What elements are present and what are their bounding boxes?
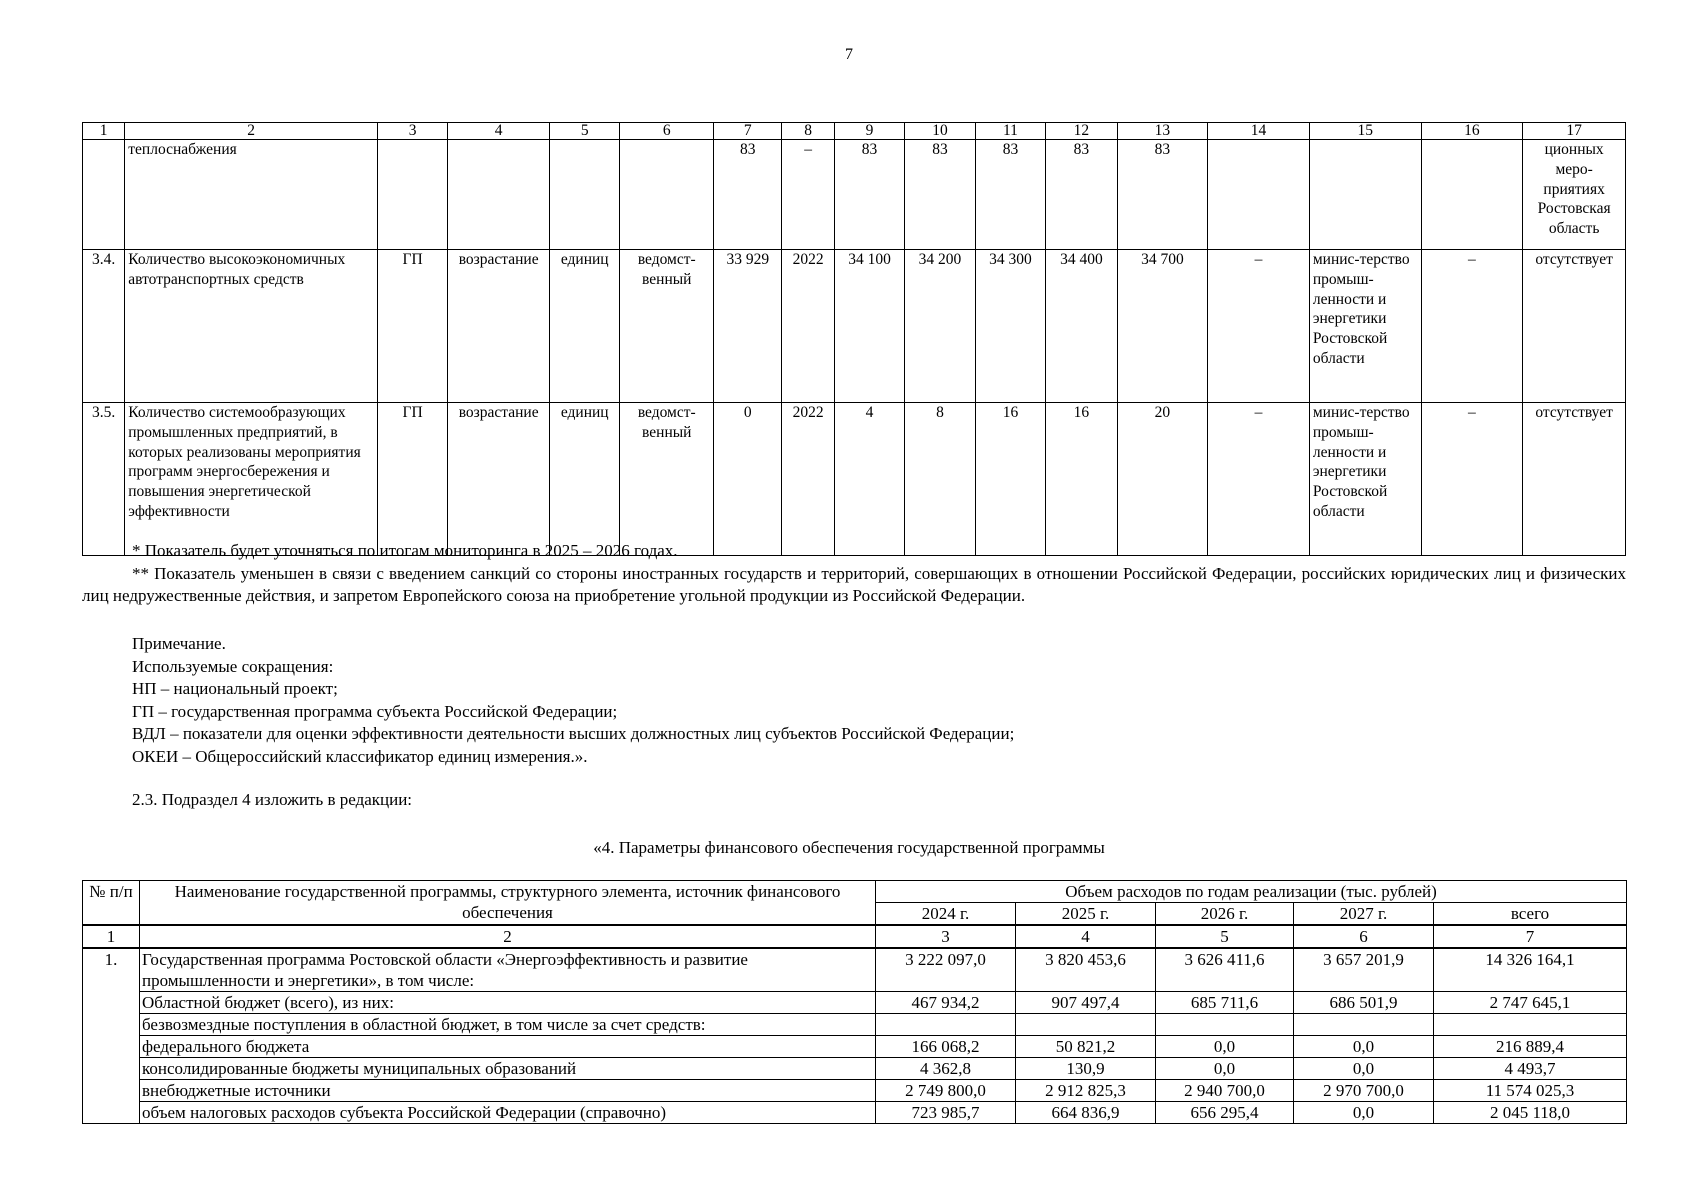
column-number: 3 — [377, 123, 447, 140]
indicator-cell: 83 — [1046, 140, 1117, 250]
indicator-cell — [448, 140, 550, 250]
indicator-cell: возрастание — [448, 250, 550, 403]
indicator-cell: 3.5. — [83, 403, 125, 556]
indicator-cell: – — [1208, 403, 1310, 556]
finance-source-name: консолидированные бюджеты муниципальных образований — [140, 1058, 876, 1080]
column-number: 15 — [1309, 123, 1421, 140]
abbreviations-subtitle: Используемые сокращения: — [132, 656, 334, 676]
indicator-cell — [1208, 140, 1310, 250]
finance-value: 2 045 118,0 — [1434, 1102, 1627, 1124]
indicator-cell: – — [1208, 250, 1310, 403]
column-number: 14 — [1208, 123, 1310, 140]
finance-value — [1434, 1014, 1627, 1036]
column-number: 5 — [1156, 925, 1294, 948]
indicator-cell: ционных меро-приятиях Ростовская область — [1523, 140, 1626, 250]
indicator-cell — [1309, 140, 1421, 250]
indicator-cell: минис-терство промыш-ленности и энергетики Ростовской области — [1309, 403, 1421, 556]
indicator-cell: 83 — [975, 140, 1045, 250]
indicator-cell: 20 — [1117, 403, 1208, 556]
finance-value: 4 362,8 — [876, 1058, 1016, 1080]
finance-value: 4 493,7 — [1434, 1058, 1627, 1080]
column-number: 7 — [714, 123, 782, 140]
indicator-cell: 83 — [834, 140, 904, 250]
abbreviation-item: ОКЕИ – Общероссийский классификатор единиц измерения.». — [132, 746, 588, 766]
finance-value: 50 821,2 — [1016, 1036, 1156, 1058]
column-number: 6 — [1294, 925, 1434, 948]
column-number: 2 — [125, 123, 378, 140]
program-row — [83, 948, 1627, 992]
indicator-cell: 83 — [1117, 140, 1208, 250]
header-name: Наименование государственной программы, структурного элемента, источник финансового обеспечения — [140, 881, 876, 926]
indicator-cell: Количество высокоэкономичных автотранспортных средств — [125, 250, 378, 403]
finance-value: 467 934,2 — [876, 992, 1016, 1014]
header-year: 2025 г. — [1016, 903, 1156, 926]
indicator-cell: отсутствует — [1523, 250, 1626, 403]
indicator-cell: отсутствует — [1523, 403, 1626, 556]
indicator-cell: 4 — [834, 403, 904, 556]
header-num: № п/п — [83, 881, 140, 926]
indicator-cell: ведомст-венный — [620, 403, 714, 556]
footnote-2: ** Показатель уменьшен в связи с введением санкций со стороны иностранных государств и территорий, совершающих в отношении Российской Федерации, российских юридических лиц и физических лиц недружественные действия, и запретом Европейского союза на приобретение угольной продукции из Российской Федерации. — [82, 563, 1626, 605]
abbreviation-item: НП – национальный проект; — [132, 679, 338, 698]
note-title: Примечание. — [132, 634, 226, 653]
header-volume: Объем расходов по годам реализации (тыс. рублей) — [876, 881, 1627, 903]
indicator-cell: – — [1421, 403, 1523, 556]
indicator-cell: ГП — [377, 403, 447, 556]
column-number: 2 — [140, 925, 876, 948]
finance-value: 0,0 — [1156, 1036, 1294, 1058]
abbreviation-item: ВДЛ – показатели для оценки эффективности деятельности высших должностных лиц субъектов Российской Федерации; — [132, 724, 1015, 743]
indicator-row — [83, 140, 1626, 250]
indicator-cell: 3.4. — [83, 250, 125, 403]
program-value: 3 657 201,9 — [1294, 948, 1434, 992]
finance-value: 11 574 025,3 — [1434, 1080, 1627, 1102]
finance-source-name: безвозмездные поступления в областной бюджет, в том числе за счет средств: — [140, 1014, 876, 1036]
program-name: Государственная программа Ростовской области «Энергоэффективность и развитие промышленности и энергетики», в том числе: — [140, 948, 876, 992]
finance-value: 2 749 800,0 — [876, 1080, 1016, 1102]
column-number-row — [83, 123, 1626, 140]
indicator-cell: 34 300 — [975, 250, 1045, 403]
column-number: 1 — [83, 925, 140, 948]
indicator-cell: 2022 — [782, 250, 834, 403]
indicator-cell: ведомст-венный — [620, 250, 714, 403]
finance-value: 2 747 645,1 — [1434, 992, 1627, 1014]
header-year: 2027 г. — [1294, 903, 1434, 926]
finance-value: 2 970 700,0 — [1294, 1080, 1434, 1102]
indicator-cell: возрастание — [448, 403, 550, 556]
indicator-cell — [620, 140, 714, 250]
indicator-cell: Количество системообразующих промышленных предприятий, в которых реализованы мероприятия программ энергосбережения и повышения энергетической эффективности — [125, 403, 378, 556]
indicator-cell: 34 200 — [905, 250, 975, 403]
finance-source-name: Областной бюджет (всего), из них: — [140, 992, 876, 1014]
column-number: 13 — [1117, 123, 1208, 140]
finance-row — [83, 992, 1627, 1014]
finance-value: 166 068,2 — [876, 1036, 1016, 1058]
indicator-cell: 0 — [714, 403, 782, 556]
program-value: 3 222 097,0 — [876, 948, 1016, 992]
indicator-table — [82, 122, 1626, 556]
finance-column-number-row — [83, 925, 1627, 948]
finance-value: 685 711,6 — [1156, 992, 1294, 1014]
instruction-text: 2.3. Подраздел 4 изложить в редакции: — [132, 790, 413, 809]
indicator-cell: ГП — [377, 250, 447, 403]
indicator-cell: 16 — [1046, 403, 1117, 556]
finance-value: 0,0 — [1156, 1058, 1294, 1080]
footnote-1: * Показатель будет уточняться по итогам мониторинга в 2025 – 2026 годах. — [132, 541, 678, 560]
indicator-row — [83, 403, 1626, 556]
finance-value: 723 985,7 — [876, 1102, 1016, 1124]
finance-value — [1016, 1014, 1156, 1036]
indicator-cell: теплоснабжения — [125, 140, 378, 250]
indicator-cell: 34 400 — [1046, 250, 1117, 403]
program-value: 14 326 164,1 — [1434, 948, 1627, 992]
column-number: 3 — [876, 925, 1016, 948]
indicator-cell: – — [1421, 250, 1523, 403]
finance-row — [83, 1102, 1627, 1124]
indicator-cell — [377, 140, 447, 250]
indicator-cell: 34 100 — [834, 250, 904, 403]
column-number: 4 — [1016, 925, 1156, 948]
finance-value — [876, 1014, 1016, 1036]
indicator-cell: единиц — [550, 403, 620, 556]
finance-value: 0,0 — [1294, 1102, 1434, 1124]
finance-value: 216 889,4 — [1434, 1036, 1627, 1058]
indicator-row — [83, 250, 1626, 403]
indicator-cell: 2022 — [782, 403, 834, 556]
indicator-cell: 83 — [714, 140, 782, 250]
program-value: 3 820 453,6 — [1016, 948, 1156, 992]
finance-value — [1156, 1014, 1294, 1036]
column-number: 17 — [1523, 123, 1626, 140]
column-number: 12 — [1046, 123, 1117, 140]
finance-source-name: внебюджетные источники — [140, 1080, 876, 1102]
column-number: 4 — [448, 123, 550, 140]
program-number: 1. — [83, 948, 140, 1124]
program-value: 3 626 411,6 — [1156, 948, 1294, 992]
finance-source-name: объем налоговых расходов субъекта Российской Федерации (справочно) — [140, 1102, 876, 1124]
indicator-cell: 34 700 — [1117, 250, 1208, 403]
finance-value: 0,0 — [1294, 1036, 1434, 1058]
indicator-cell — [83, 140, 125, 250]
finance-table-body — [83, 881, 1627, 1124]
column-number: 9 — [834, 123, 904, 140]
indicator-cell: минис-терство промыш-ленности и энергетики Ростовской области — [1309, 250, 1421, 403]
finance-value: 907 497,4 — [1016, 992, 1156, 1014]
header-total: всего — [1434, 903, 1627, 926]
finance-value — [1294, 1014, 1434, 1036]
finance-table — [82, 880, 1627, 1124]
header-year: 2026 г. — [1156, 903, 1294, 926]
column-number: 1 — [83, 123, 125, 140]
indicator-cell: единиц — [550, 250, 620, 403]
indicator-cell: 33 929 — [714, 250, 782, 403]
header-year: 2024 г. — [876, 903, 1016, 926]
indicator-cell: 16 — [975, 403, 1045, 556]
finance-source-name: федерального бюджета — [140, 1036, 876, 1058]
finance-row — [83, 1014, 1627, 1036]
indicator-cell — [1421, 140, 1523, 250]
indicator-cell — [550, 140, 620, 250]
finance-row — [83, 1036, 1627, 1058]
finance-value: 130,9 — [1016, 1058, 1156, 1080]
column-number: 6 — [620, 123, 714, 140]
column-number: 11 — [975, 123, 1045, 140]
finance-value: 656 295,4 — [1156, 1102, 1294, 1124]
page-number: 7 — [845, 46, 853, 63]
abbreviations-block — [132, 633, 1014, 768]
column-number: 8 — [782, 123, 834, 140]
indicator-cell: 8 — [905, 403, 975, 556]
column-number: 16 — [1421, 123, 1523, 140]
column-number: 7 — [1434, 925, 1627, 948]
finance-section-title: «4. Параметры финансового обеспечения государственной программы — [593, 838, 1105, 857]
indicator-table-body — [83, 123, 1626, 556]
indicator-cell: – — [782, 140, 834, 250]
column-number: 10 — [905, 123, 975, 140]
finance-value: 664 836,9 — [1016, 1102, 1156, 1124]
finance-value: 686 501,9 — [1294, 992, 1434, 1014]
footnotes — [82, 540, 1626, 608]
finance-value: 2 912 825,3 — [1016, 1080, 1156, 1102]
abbreviation-item: ГП – государственная программа субъекта Российской Федерации; — [132, 701, 618, 721]
indicator-cell: 83 — [905, 140, 975, 250]
finance-value: 0,0 — [1294, 1058, 1434, 1080]
column-number: 5 — [550, 123, 620, 140]
finance-row — [83, 1080, 1627, 1102]
finance-value: 2 940 700,0 — [1156, 1080, 1294, 1102]
finance-row — [83, 1058, 1627, 1080]
finance-header-row — [83, 881, 1627, 903]
